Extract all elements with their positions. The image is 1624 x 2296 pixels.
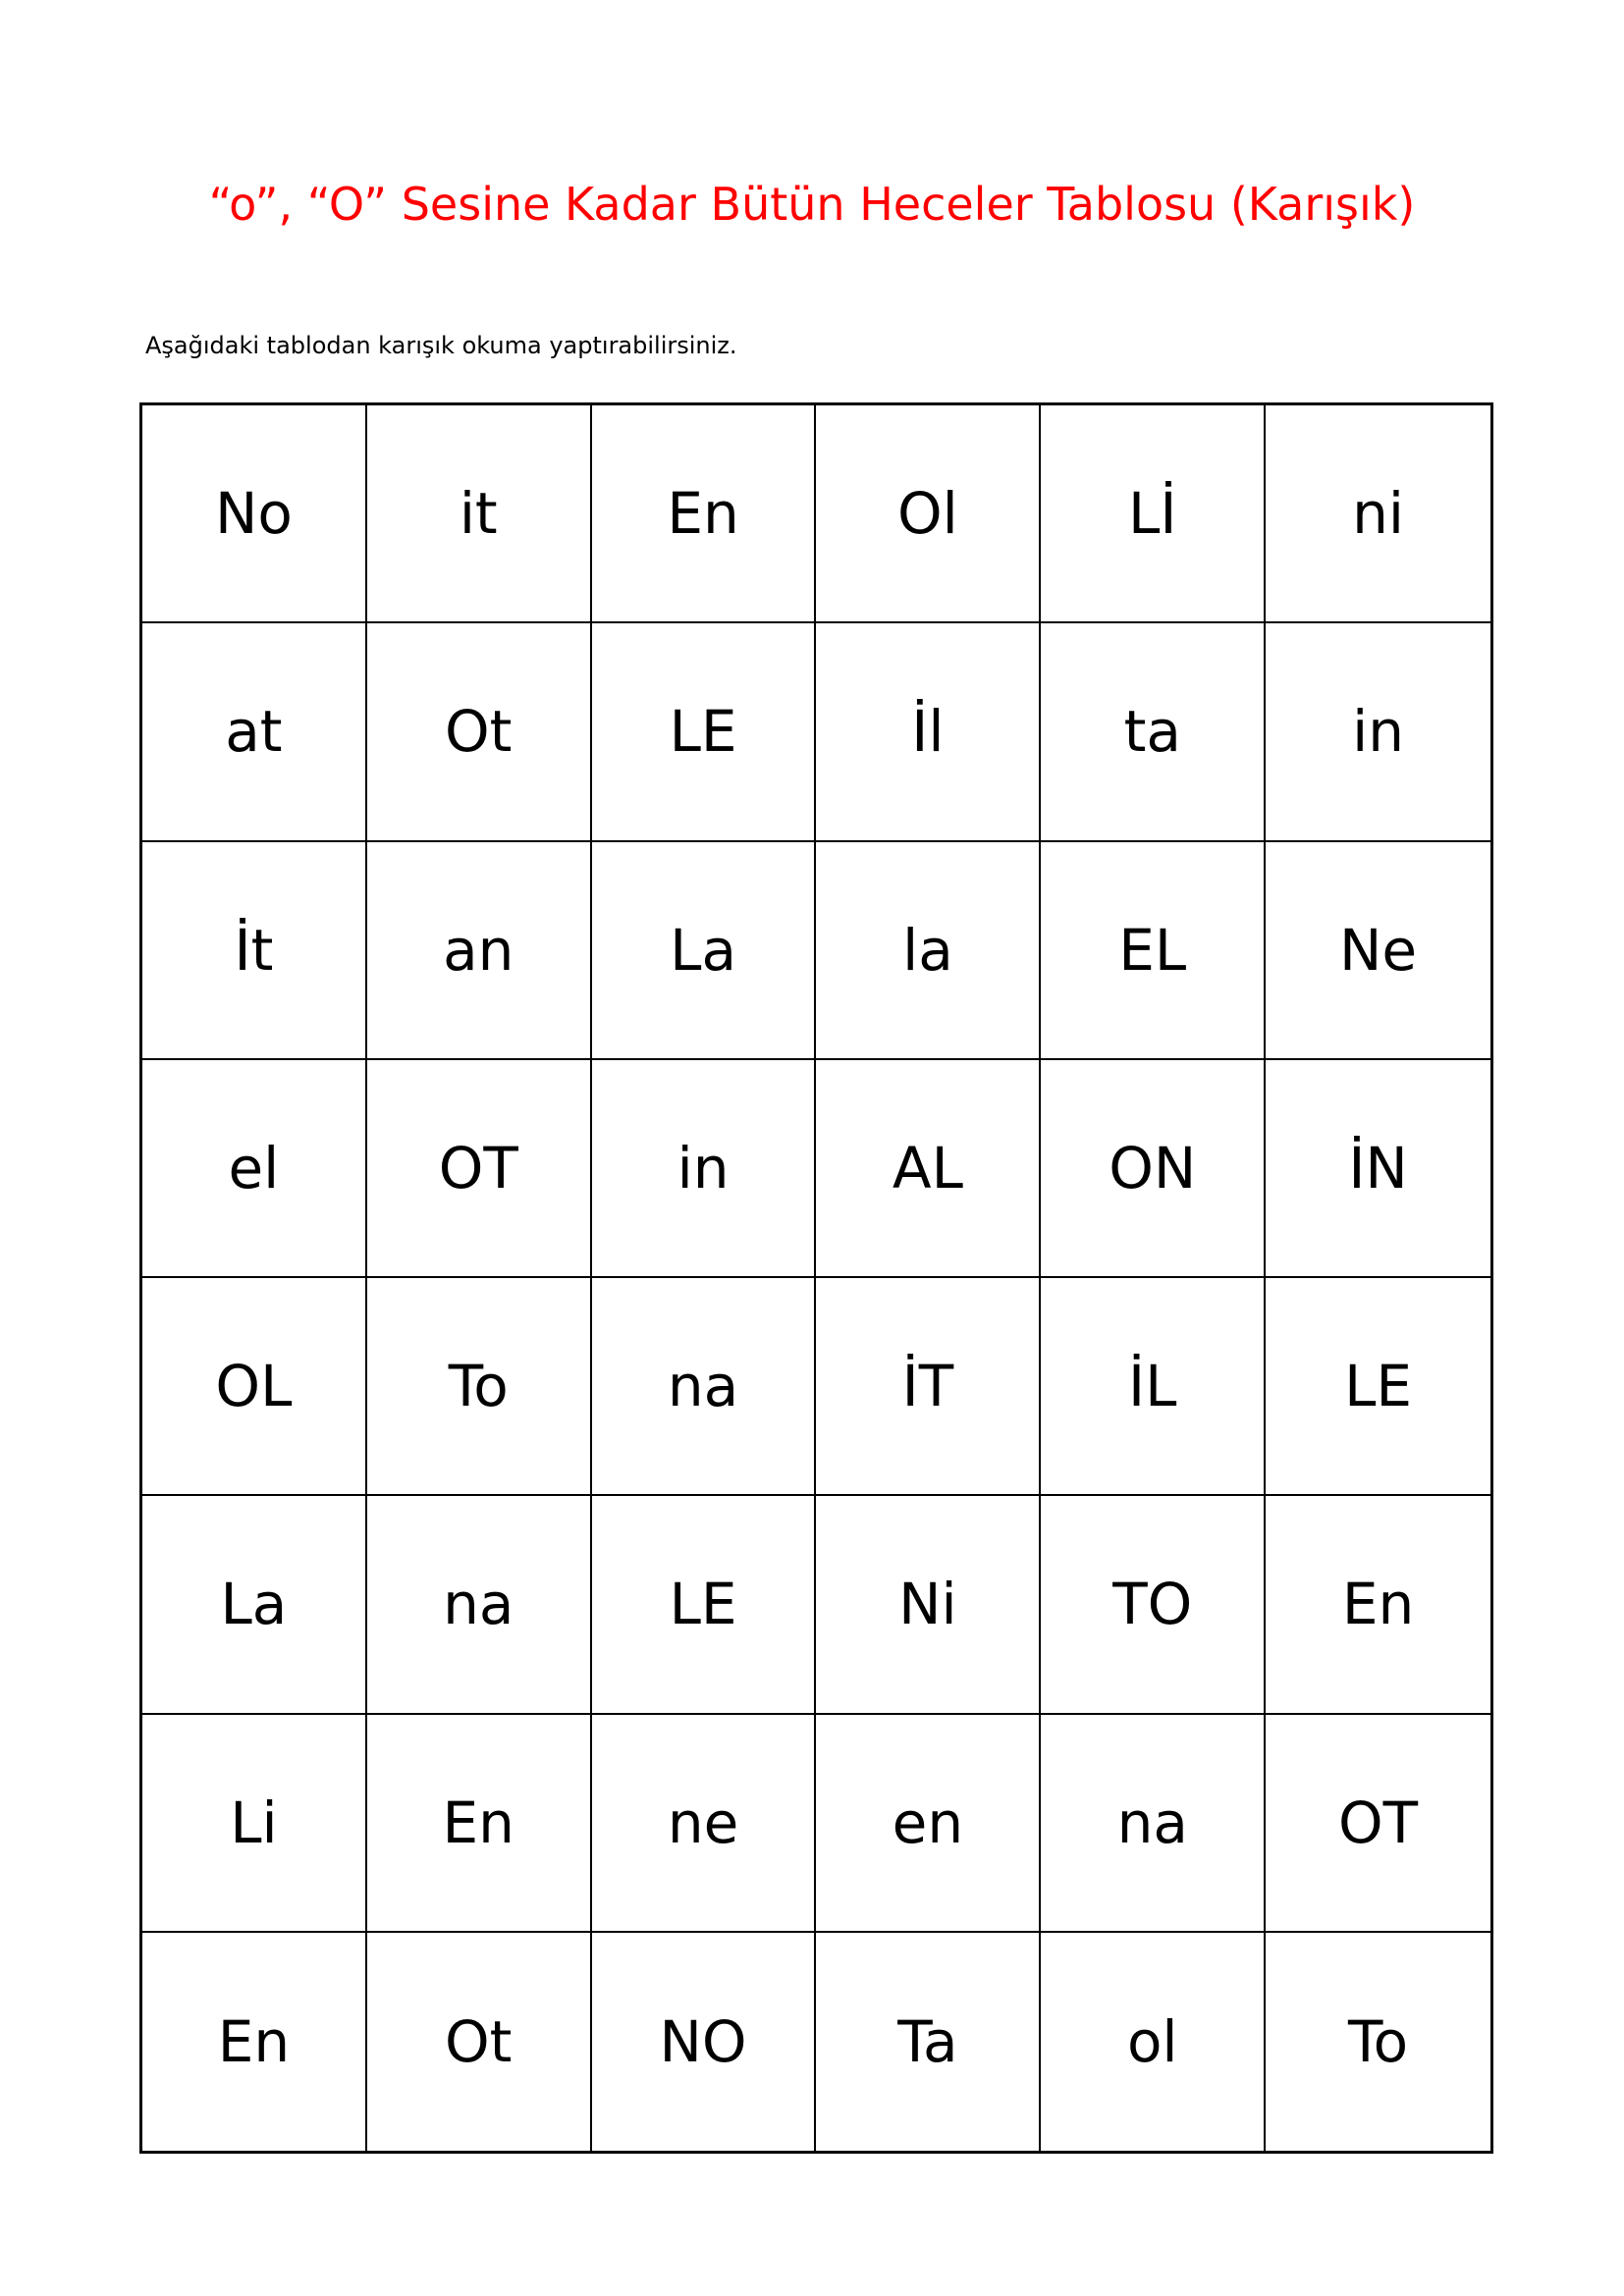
table-cell: İL	[1041, 1278, 1266, 1496]
table-cell: Ot	[367, 623, 592, 841]
table-cell: No	[142, 405, 367, 623]
table-cell: na	[367, 1496, 592, 1714]
table-cell: na	[1041, 1715, 1266, 1933]
table-cell: La	[142, 1496, 367, 1714]
table-cell: ta	[1041, 623, 1266, 841]
table-cell: En	[1266, 1496, 1490, 1714]
table-cell: NO	[592, 1933, 817, 2151]
table-cell: Ta	[816, 1933, 1041, 2151]
table-cell: To	[367, 1278, 592, 1496]
syllable-table	[139, 402, 1493, 2154]
table-cell: LE	[592, 1496, 817, 1714]
table-cell: Ol	[816, 405, 1041, 623]
table-cell: la	[816, 842, 1041, 1060]
table-cell: En	[142, 1933, 367, 2151]
table-cell: ON	[1041, 1060, 1266, 1278]
table-cell: OT	[1266, 1715, 1490, 1933]
table-cell: en	[816, 1715, 1041, 1933]
table-cell: in	[592, 1060, 817, 1278]
table-cell: ni	[1266, 405, 1490, 623]
table-cell: in	[1266, 623, 1490, 841]
table-cell: TO	[1041, 1496, 1266, 1714]
table-cell: İT	[816, 1278, 1041, 1496]
table-cell: LE	[1266, 1278, 1490, 1496]
table-cell: OT	[367, 1060, 592, 1278]
table-cell: OL	[142, 1278, 367, 1496]
table-cell: Lİ	[1041, 405, 1266, 623]
table-cell: Ni	[816, 1496, 1041, 1714]
table-cell: EL	[1041, 842, 1266, 1060]
table-cell: İt	[142, 842, 367, 1060]
instruction-text: Aşağıdaki tablodan karışık okuma yaptırabilirsiniz.	[145, 332, 737, 359]
table-cell: İl	[816, 623, 1041, 841]
table-cell: Li	[142, 1715, 367, 1933]
table-cell: Ne	[1266, 842, 1490, 1060]
table-cell: Ot	[367, 1933, 592, 2151]
table-cell: it	[367, 405, 592, 623]
table-cell: an	[367, 842, 592, 1060]
table-cell: La	[592, 842, 817, 1060]
table-cell: AL	[816, 1060, 1041, 1278]
page-title: “o”, “O” Sesine Kadar Bütün Heceler Tablosu (Karışık)	[208, 178, 1416, 231]
table-cell: LE	[592, 623, 817, 841]
table-cell: İN	[1266, 1060, 1490, 1278]
table-cell: ol	[1041, 1933, 1266, 2151]
table-cell: To	[1348, 2007, 1409, 2075]
table-cell: el	[142, 1060, 367, 1278]
table-cell: ne	[592, 1715, 817, 1933]
table-cell: En	[367, 1715, 592, 1933]
table-cell: na	[592, 1278, 817, 1496]
table-cell: at	[142, 623, 367, 841]
table-cell: En	[592, 405, 817, 623]
